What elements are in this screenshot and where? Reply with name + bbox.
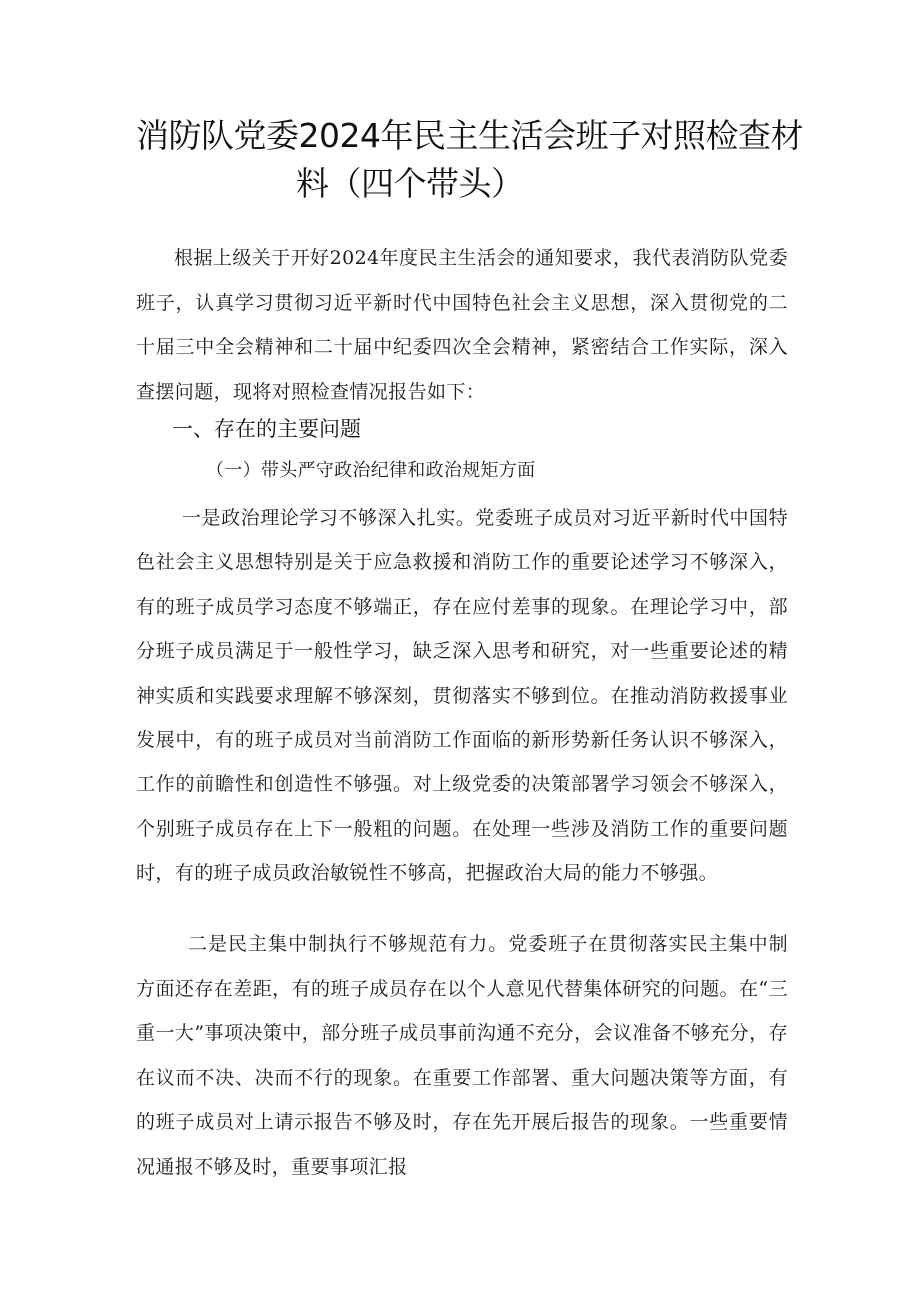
- paragraph-two: 二是民主集中制执行不够规范有力。党委班子在贯彻落实民主集中制方面还存在差距，有的班子成员存在以个人意见代替集体研究的问题。在“三重一大”事项决策中，部分班子成员事前沟通不充分，会议准备不够充分，存在议而不决、决而不行的现象。在重要工作部署、重大问题决策等方面，有的班子成员对上请示报告不够及时，存在先开展后报告的现象。一些重要情况通报不够及时，重要事项汇报: [136, 933, 788, 1178]
- subsection-heading: （一）带头严守政治纪律和政治规矩方面: [206, 460, 536, 481]
- paragraph-one: 一是政治理论学习不够深入扎实。党委班子成员对习近平新时代中国特色社会主义思想特别是关于应急救援和消防工作的重要论述学习不够深入，有的班子成员学习态度不够端正，存在应付差事的现象。在理论学习中，部分班子成员满足于一般性学习，缺乏深入思考和研究，对一些重要论述的精神实质和实践要求理解不够深刻，贯彻落实不够到位。在推动消防救援事业发展中，有的班子成员对当前消防工作面临的新形势新任务认识不够深入，工作的前瞻性和创造性不够强。对上级党委的决策部署学习领会不够深入，个别班子成员存在上下一般粗的问题。在处理一些涉及消防工作的重要问题时，有的班子成员政治敏锐性不够高，把握政治大局的能力不够强。: [136, 507, 788, 885]
- document-title: [130, 112, 810, 208]
- title-line-2: 料（四个带头）: [296, 164, 524, 203]
- intro-paragraph: 根据上级关于开好2024年度民主生活会的通知要求，我代表消防队党委班子，认真学习贯彻习近平新时代中国特色社会主义思想，深入贯彻党的二十届三中全会精神和二十届中纪委四次全会精神，紧密结合工作实际，深入查摆问题，现将对照检查情况报告如下：: [136, 247, 788, 403]
- section-heading: 一、存在的主要问题: [172, 417, 361, 441]
- title-line-1: 消防队党委2024年民主生活会班子对照检查材: [136, 116, 803, 155]
